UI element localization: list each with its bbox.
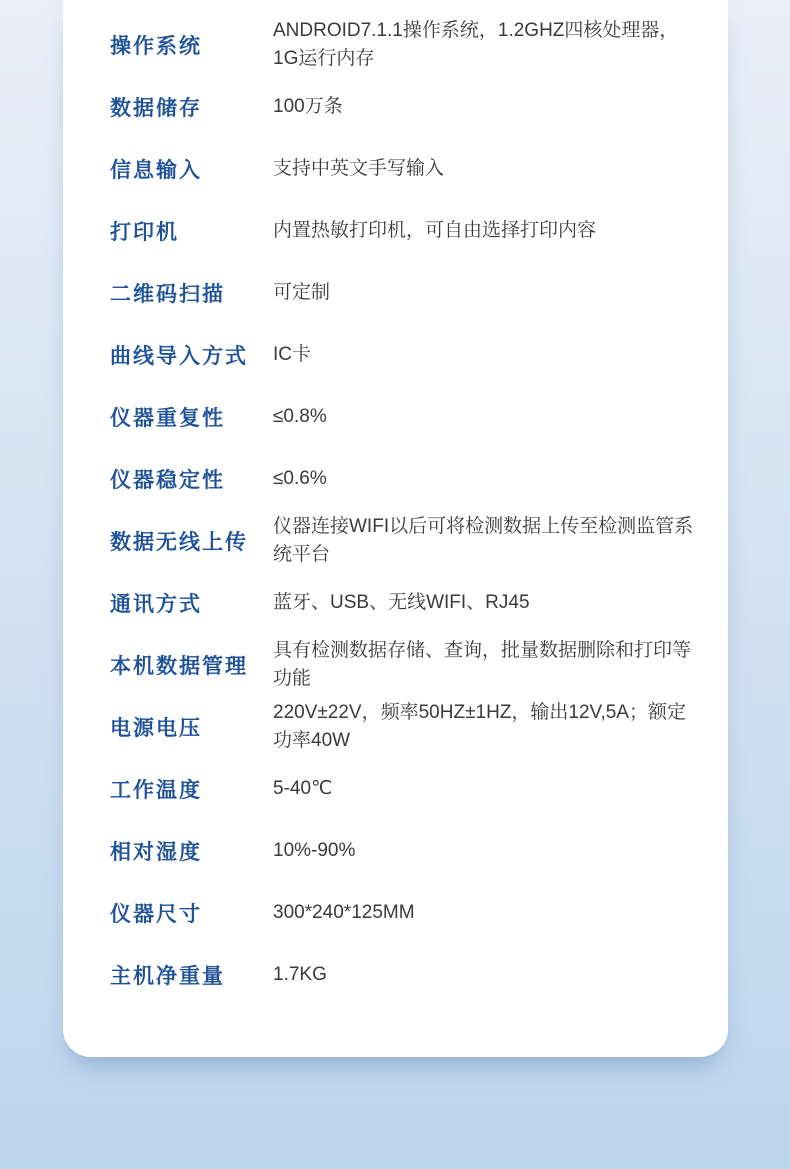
spec-row [63, 76, 728, 138]
spec-row-label: 数据无线上传 [110, 531, 248, 554]
spec-row-value: 300*240*125MM [273, 902, 415, 923]
spec-row [63, 758, 728, 820]
spec-row-label: 打印机 [110, 221, 179, 244]
spec-row [63, 324, 728, 386]
spec-card [63, 0, 728, 1057]
spec-row-label: 仪器尺寸 [110, 903, 202, 926]
spec-row-value: 内置热敏打印机，可自由选择打印内容 [273, 220, 597, 241]
spec-row-label: 工作温度 [110, 779, 202, 802]
spec-row-value: ANDROID7.1.1操作系统，1.2GHZ四核处理器，1G运行内存 [273, 20, 679, 69]
spec-row-value: ≤0.6% [273, 468, 327, 489]
spec-row-label: 曲线导入方式 [110, 345, 248, 368]
spec-row-value: 5-40℃ [273, 778, 333, 799]
spec-row [63, 634, 728, 696]
spec-row [63, 820, 728, 882]
spec-row-label: 信息输入 [110, 159, 202, 182]
spec-row-value: 10%-90% [273, 840, 356, 861]
spec-row [63, 696, 728, 758]
spec-row-value: 100万条 [273, 96, 343, 117]
spec-row [63, 448, 728, 510]
spec-row-value: 220V±22V，频率50HZ±1HZ，输出12V,5A；额定功率40W [273, 702, 686, 751]
spec-row-value: IC卡 [273, 344, 312, 365]
spec-row [63, 386, 728, 448]
spec-row [63, 262, 728, 324]
spec-row-value: 1.7KG [273, 964, 327, 985]
spec-row-value: ≤0.8% [273, 406, 327, 427]
spec-row-label: 二维码扫描 [110, 283, 225, 306]
spec-row [63, 510, 728, 572]
spec-row [63, 14, 728, 76]
spec-row-value: 可定制 [273, 282, 331, 303]
spec-row-label: 主机净重量 [110, 965, 225, 988]
spec-row-label: 相对湿度 [110, 841, 202, 864]
spec-row-label: 电源电压 [110, 717, 202, 740]
spec-row-label: 操作系统 [110, 35, 202, 58]
spec-row-label: 本机数据管理 [110, 655, 248, 678]
spec-row [63, 944, 728, 1006]
spec-rows [63, 14, 728, 1006]
spec-row-value: 蓝牙、USB、无线WIFI、RJ45 [273, 592, 530, 613]
spec-row [63, 882, 728, 944]
spec-row-label: 数据储存 [110, 97, 202, 120]
spec-row [63, 138, 728, 200]
spec-row-value: 具有检测数据存储、查询，批量数据删除和打印等功能 [273, 640, 692, 689]
spec-row-value: 支持中英文手写输入 [273, 158, 445, 179]
spec-row-value: 仪器连接WIFI以后可将检测数据上传至检测监管系统平台 [273, 516, 694, 565]
spec-row [63, 572, 728, 634]
spec-row [63, 200, 728, 262]
spec-row-label: 通讯方式 [110, 593, 202, 616]
spec-row-label: 仪器稳定性 [110, 469, 225, 492]
spec-row-label: 仪器重复性 [110, 407, 225, 430]
